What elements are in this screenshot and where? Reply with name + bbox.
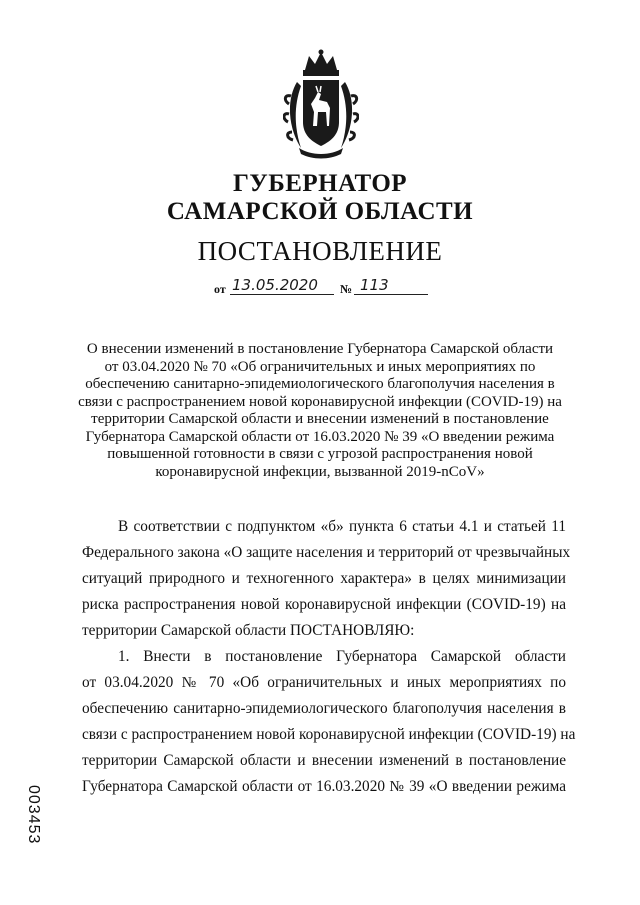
subject-line: Губернатора Самарской области от 16.03.2020 № 39 «О введении режима bbox=[85, 428, 555, 445]
samara-coat-of-arms-icon bbox=[283, 48, 359, 160]
subject-line: повышенной готовности в связи с угрозой распространения новой bbox=[107, 446, 533, 462]
date-value: 13.05.2020 bbox=[232, 276, 318, 294]
number-underline bbox=[354, 294, 428, 295]
issuer-title-line-2: САМАРСКОЙ ОБЛАСТИ bbox=[166, 198, 474, 225]
document-type-title: ПОСТАНОВЛЕНИЕ bbox=[197, 236, 443, 266]
coat-of-arms-emblem bbox=[283, 48, 359, 160]
body-line: Губернатора Самарской области от 16.03.2020 № 39 «О введении режима bbox=[82, 778, 566, 795]
document-subject bbox=[60, 341, 580, 481]
subject-line: О внесении изменений в постановление Губернатора Самарской области bbox=[86, 341, 554, 357]
body-line: территории Самарской области и внесении изменений в постановление bbox=[82, 752, 566, 769]
side-serial-stamp: 003453 bbox=[25, 785, 42, 845]
subject-line: связи с распространением новой коронавирусной инфекции (COVID-19) на bbox=[78, 393, 562, 410]
date-underline bbox=[230, 294, 334, 295]
body-line: риска распространения новой коронавирусной инфекции (COVID-19) на bbox=[82, 596, 566, 613]
subject-line: коронавирусной инфекции, вызванной 2019-nCoV» bbox=[155, 463, 485, 480]
date-label: от bbox=[214, 282, 226, 296]
body-line: 1. Внести в постановление Губернатора Самарской области bbox=[118, 648, 566, 665]
number-value: 113 bbox=[360, 276, 389, 294]
issuer-title-line-1: ГУБЕРНАТОР bbox=[232, 170, 408, 197]
subject-line: от 03.04.2020 № 70 «Об ограничительных и иных мероприятиях по bbox=[104, 358, 536, 375]
body-line: территории Самарской области ПОСТАНОВЛЯЮ: bbox=[82, 622, 415, 639]
subject-line: территории Самарской области и внесении изменений в постановление bbox=[91, 411, 549, 427]
body-line: В соответствии с подпунктом «б» пункта 6 статьи 4.1 и статьей 11 bbox=[118, 518, 566, 535]
body-line: ситуаций природного и техногенного характера» в целях минимизации bbox=[82, 570, 566, 587]
number-label: № bbox=[340, 282, 353, 296]
body-line: Федерального закона «О защите населения и территорий от чрезвычайных bbox=[82, 544, 571, 561]
subject-line: обеспечению санитарно-эпидемиологического благополучия населения в bbox=[85, 376, 555, 392]
body-line: связи с распространением новой коронавирусной инфекции (COVID-19) на bbox=[82, 726, 576, 743]
body-line: обеспечению санитарно-эпидемиологического благополучия населения в bbox=[82, 700, 566, 717]
body-line: от 03.04.2020 № 70 «Об ограничительных и иных мероприятиях по bbox=[82, 674, 566, 691]
